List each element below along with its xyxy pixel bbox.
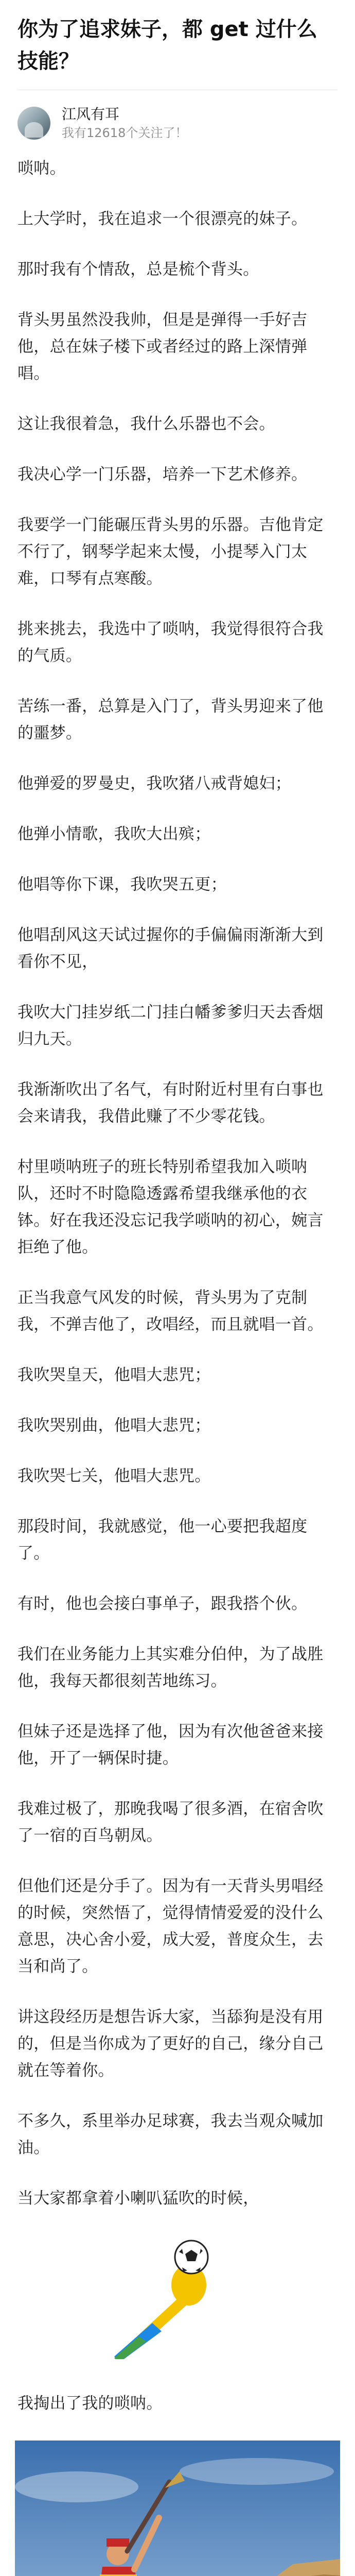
author-row[interactable] [0,90,355,155]
answer-paragraph: 但妹子还是选择了他，因为有次他爸爸来接他，开了一辆保时捷。 [17,1722,324,1768]
answer-paragraph: 唢呐。 [17,159,66,178]
answer-paragraph: 我吹哭皇天，他唱大悲咒； [17,1366,211,1384]
paragraphs-top [17,155,338,2212]
cloud [180,2458,334,2485]
answer-paragraph: 但他们还是分手了。因为有一天背头男唱经的时候，突然悟了，觉得情情爱爱的没什么意思，决心舍小爱，成大爱，普度众生，去当和尚了。 [17,1877,324,1976]
answer-paragraph: 我掏出了我的唢呐。 [17,2394,163,2413]
answer-paragraph: 挑来挑去，我选中了唢呐，我觉得很符合我的气质。 [17,620,324,665]
answer-paragraph: 我决心学一门乐器，培养一下艺术修养。 [17,465,308,484]
answer-paragraph: 我难过极了，那晚我喝了很多酒，在宿舍吹了一宿的百鸟朝凤。 [17,1800,324,1845]
answer-paragraph: 他弹爱的罗曼史，我吹猪八戒背媳妇； [17,774,292,793]
answer-paragraph: 我吹哭七关，他唱大悲咒。 [17,1467,211,1485]
answer-paragraph: 有时，他也会接白事单子，跟我搭个伙。 [17,1595,308,1613]
paragraphs-mid [17,2390,338,2417]
answer-paragraph: 我吹大门挂岁纸二门挂白幡爹爹归天去香烟归九天。 [17,1003,324,1048]
answer-paragraph: 上大学时，我在追求一个很漂亮的妹子。 [17,210,308,228]
suona-photo-illustration [15,2441,340,2576]
answer-paragraph: 那段时间，我就感觉，他一心要把我超度了。 [17,1517,308,1563]
cloud [15,2471,138,2502]
answer-paragraph: 我吹哭别曲，他唱大悲咒； [17,1416,211,1435]
vuvuzela-illustration [17,2235,338,2359]
author-meta: 我有12618个关注了！ [62,126,188,140]
answer-paragraph: 他唱刮风这天试过握你的手偏偏雨渐渐大到看你不见， [17,926,324,971]
answer-paragraph: 苦练一番，总算是入门了，背头男迎来了他的噩梦。 [17,697,324,742]
author-info [62,105,187,142]
performer-photo [15,2441,340,2576]
author-avatar[interactable] [17,107,50,140]
answer-paragraph: 背头男虽然没我帅，但是是弹得一手好吉他，总在妹子楼下或者经过的路上深情弹唱。 [17,311,308,383]
author-name[interactable]: 江风有耳 [62,106,120,123]
question-title[interactable]: 你为了追求妹子，都 get 过什么技能？ [17,18,317,73]
answer-paragraph: 这让我很着急，我什么乐器也不会。 [17,415,275,433]
performer-headband [106,2538,129,2547]
horn-green-segment [114,2336,146,2359]
answer-paragraph: 我们在业务能力上其实难分伯仲，为了战胜他，我每天都很刻苦地练习。 [17,1645,324,1690]
answer-content [0,155,355,2576]
answer-paragraph: 我要学一门能碾压背头男的乐器。吉他肯定不行了，钢琴学起来太慢，小提琴入门太难，口琴有点寒酸。 [17,516,324,588]
vuvuzela-image [17,2235,338,2359]
answer-paragraph: 不多久，系里举办足球赛，我去当观众喊加油。 [17,2112,324,2157]
answer-paragraph: 当大家都拿着小喇叭猛吹的时候， [17,2189,259,2208]
answer-paragraph: 正当我意气风发的时候，背头男为了克制我，不弹吉他了，改唱经，而且就唱一首。 [17,1289,324,1334]
answer-paragraph: 他弹小情歌，我吹大出殡； [17,825,211,843]
answer-paragraph: 讲这段经历是想告诉大家，当舔狗是没有用的，但是当你成为了更好的自己，缘分自己就在等着你。 [17,2008,324,2080]
answer-paragraph: 我渐渐吹出了名气，有时附近村里有白事也会来请我，我借此赚了不少零花钱。 [17,1080,324,1126]
answer-paragraph: 他唱等你下课，我吹哭五更； [17,875,227,894]
answer-paragraph: 那时我有个情敌，总是梳个背头。 [17,260,259,279]
answer-paragraph: 村里唢呐班子的班长特别希望我加入唢呐队，还时不时隐隐透露希望我继承他的衣钵。好在我还没忘记我学唢呐的初心，婉言拒绝了他。 [17,1158,324,1257]
